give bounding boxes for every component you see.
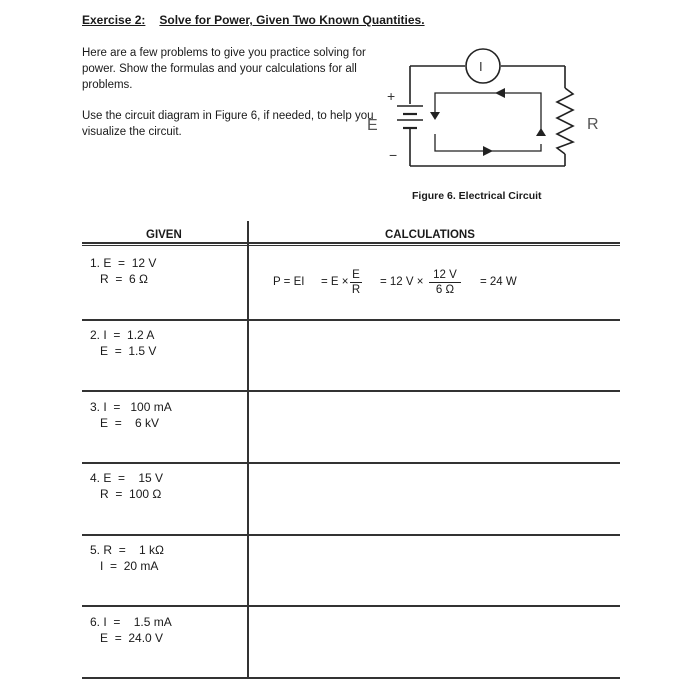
given-line-2: E = 24.0 V — [100, 631, 164, 645]
plus-label: + — [387, 88, 396, 104]
intro-paragraph: Here are a few problems to give you practice solving for power. Show the formulas and your calculations for all problems. — [82, 47, 366, 91]
exercise-label: Exercise 2: — [82, 13, 146, 27]
given-line-1: I = 100 mA — [103, 400, 172, 414]
table-row-divider — [82, 534, 620, 536]
given-line-2: R = 6 Ω — [100, 272, 149, 286]
calc-fraction-e-over-r — [350, 268, 362, 297]
problem-number: 3. — [90, 400, 101, 414]
minus-label: − — [389, 147, 398, 163]
table-row-divider — [82, 605, 620, 607]
calc-formula: P = EI — [273, 276, 305, 288]
given-line-1: R = 1 kΩ — [103, 543, 165, 557]
fraction-denominator: R — [351, 284, 361, 296]
fraction-denominator: 6 Ω — [435, 284, 455, 296]
calculations-column-header: CALCULATIONS — [385, 229, 475, 241]
given-line-2: R = 100 Ω — [100, 487, 162, 501]
problem-number: 6. — [90, 615, 101, 629]
current-arrow — [483, 146, 493, 156]
problem-number: 2. — [90, 328, 101, 342]
problem-number: 1. — [90, 256, 101, 270]
figure-caption: Figure 6. Electrical Circuit — [412, 190, 542, 202]
given-line-1: E = 12 V — [103, 256, 157, 270]
problem-4 — [90, 470, 163, 502]
problem-3 — [90, 399, 172, 431]
problem-1 — [90, 255, 156, 287]
current-arrow — [536, 128, 546, 136]
current-path — [435, 134, 541, 151]
problem-5 — [90, 542, 164, 574]
table-row-divider — [82, 319, 620, 321]
exercise-title — [82, 13, 425, 27]
given-line-2: E = 6 kV — [100, 416, 160, 430]
given-line-1: I = 1.2 A — [103, 328, 155, 342]
source-label: E — [367, 117, 378, 134]
given-line-1: I = 1.5 mA — [103, 615, 172, 629]
fraction-numerator: E — [350, 268, 362, 283]
current-arrow — [430, 112, 440, 120]
table-header-rule — [82, 245, 620, 246]
table-column-divider — [247, 221, 249, 677]
meter-label: I — [479, 59, 483, 74]
circuit-diagram — [355, 36, 615, 186]
ammeter-symbol — [466, 49, 500, 83]
problem-2 — [90, 327, 156, 359]
resistor-symbol — [557, 88, 573, 154]
calc-step2-prefix: = 12 V × — [380, 276, 424, 288]
resistor-label: R — [587, 116, 599, 133]
table-bottom-rule — [82, 677, 620, 679]
given-line-2: I = 20 mA — [100, 559, 159, 573]
problem-6 — [90, 614, 172, 646]
calc-fraction-values — [429, 268, 461, 297]
calc-step1-prefix: = E × — [321, 276, 349, 288]
table-row-divider — [82, 390, 620, 392]
exercise-heading: Solve for Power, Given Two Known Quantities. — [159, 13, 425, 27]
current-path — [435, 93, 541, 131]
current-arrow — [495, 88, 505, 98]
problem-number: 4. — [90, 471, 101, 485]
given-line-2: E = 1.5 V — [100, 344, 157, 358]
instructions-paragraph: Use the circuit diagram in Figure 6, if needed, to help you visualize the circuit. — [82, 110, 374, 138]
given-line-1: E = 15 V — [103, 471, 164, 485]
fraction-numerator: 12 V — [429, 268, 461, 283]
given-column-header: GIVEN — [146, 229, 182, 241]
calc-result: = 24 W — [480, 276, 517, 288]
table-header-rule — [82, 242, 620, 244]
problem-number: 5. — [90, 543, 101, 557]
table-row-divider — [82, 462, 620, 464]
